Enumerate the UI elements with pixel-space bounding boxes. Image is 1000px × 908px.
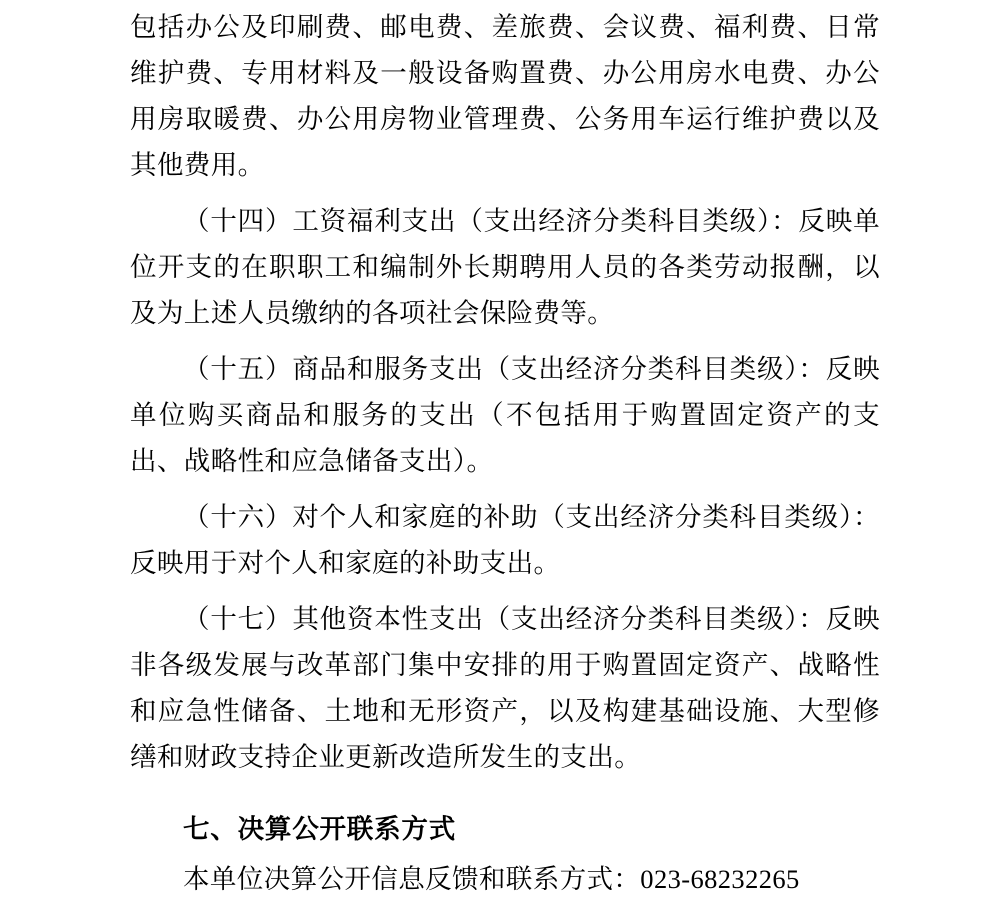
paragraph-contact-info: 本单位决算公开信息反馈和联系方式：023-68232265 bbox=[183, 864, 800, 894]
paragraph-item-seventeen: （十七）其他资本性支出（支出经济分类科目类级）：反映非各级发展与改革部门集中安排的用于购置固定资产、战略性和应急性储备、土地和无形资产，以及构建基础设施、大型修缮和财政支持企业更新改造所发生的支出。 bbox=[130, 604, 880, 772]
paragraph-item-fourteen: （十四）工资福利支出（支出经济分类科目类级）：反映单位开支的在职职工和编制外长期聘用人员的各类劳动报酬，以及为上述人员缴纳的各项社会保险费等。 bbox=[130, 206, 880, 328]
paragraph-office-expenses: 包括办公及印刷费、邮电费、差旅费、会议费、福利费、日常维护费、专用材料及一般设备购置费、办公用房水电费、办公用房取暖费、办公用房物业管理费、公务用车运行维护费以及其他费用。 bbox=[130, 12, 880, 180]
section-heading-contact: 七、决算公开联系方式 bbox=[183, 814, 456, 844]
paragraph-item-fifteen: （十五）商品和服务支出（支出经济分类科目类级）：反映单位购买商品和服务的支出（不包括用于购置固定资产的支出、战略性和应急储备支出）。 bbox=[130, 354, 880, 476]
document-body bbox=[130, 0, 880, 902]
paragraph-item-sixteen: （十六）对个人和家庭的补助（支出经济分类科目类级）：反映用于对个人和家庭的补助支出。 bbox=[130, 502, 880, 578]
